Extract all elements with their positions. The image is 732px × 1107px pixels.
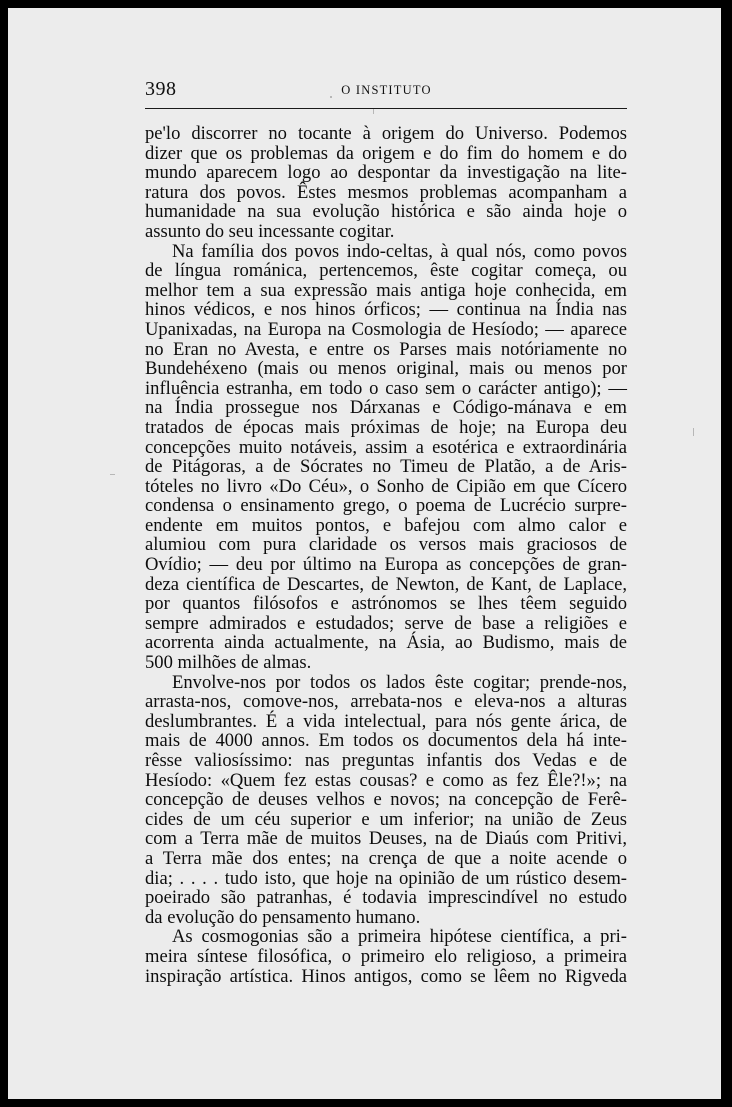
text-line: inspiração artística. Hinos antigos, como se lêem no Rigveda [145, 965, 627, 987]
text-line: sempre admirados e estudados; serve de base a religiões e [145, 612, 627, 634]
text-line: concepção de deuses velhos e novos; na concepção de Ferê- [145, 789, 627, 811]
text-line: deslumbrantes. É a vida intelectual, para nós gente árica, de [145, 710, 627, 732]
text-line: melhor tem a sua expressão mais antiga hoje conhecida, em [145, 279, 627, 301]
text-line: de Pitágoras, a de Sócrates no Timeu de Platão, a de Aris- [145, 456, 627, 478]
paragraph-1 [145, 124, 627, 242]
scan-speck [110, 474, 115, 475]
text-line: a Terra mãe dos entes; na crença de que a noite acende o [145, 847, 627, 869]
running-title: O INSTITUTO [341, 83, 432, 97]
text-line: Envolve-nos por todos os lados êste cogitar; prende-nos, [172, 671, 627, 693]
body-text [145, 124, 627, 986]
text-line: endente em muitos pontos, e bafejou com almo calor e [145, 514, 627, 536]
text-line: mais de 4000 annos. Em todos os documentos dela há inte- [145, 730, 627, 752]
text-line: As cosmogonias são a primeira hipótese científica, a pri- [172, 926, 627, 948]
text-line: assunto do seu incessante cogitar. [145, 220, 395, 242]
text-line: dizer que os problemas da origem e do fim do homem e do [145, 142, 627, 164]
paragraph-3 [145, 673, 627, 928]
text-line: 500 milhões de almas. [145, 652, 312, 674]
text-line: rêsse valiosíssimo: nas preguntas infantis dos Vedas e de [145, 750, 627, 771]
text-line: hinos védicos, e nos hinos órficos; — continua na Índia nas [145, 299, 627, 321]
text-line: ratura dos povos. Êstes mesmos problemas acompanham a [145, 181, 627, 203]
text-line: dia; . . . . tudo isto, que hoje na opinião de um rústico desem- [145, 867, 627, 889]
text-line: tratados de épocas mais próximas de hoje; na Europa deu [145, 416, 627, 438]
text-line: humanidade na sua evolução histórica e são ainda hoje o [145, 201, 627, 223]
text-line: mundo aparecem logo ao despontar da investigação na lite- [145, 162, 627, 184]
text-line: no Eran no Avesta, e entre os Parses mais notóriamente no [145, 338, 627, 360]
text-line: Ovídio; — deu por último na Europa as concepções de gran- [145, 554, 627, 576]
scan-speck [693, 428, 694, 436]
page-number: 398 [145, 78, 177, 100]
page-header [145, 80, 628, 104]
text-line: influência estranha, em todo o caso sem o carácter antigo); — [145, 377, 627, 399]
text-line: por quantos filósofos e astrónomos se lhes têem seguido [145, 593, 627, 615]
text-line: cides de um céu superior e um inferior; na união de Zeus [145, 808, 627, 830]
text-line: Hesíodo: «Quem fez estas cousas? e como as fez Êle?!»; na [145, 769, 627, 791]
paragraph-2 [145, 242, 627, 673]
text-line: concepções muito notáveis, assim a esotérica e extraordinária [145, 436, 627, 458]
text-line: condensa o ensinamento grego, o poema de Lucrécio surpre- [145, 495, 627, 517]
text-line: na Índia prossegue nos Dárxanas e Código-mánava e em [145, 397, 627, 419]
text-line: arrasta-nos, comove-nos, arrebata-nos e eleva-nos a alturas [145, 691, 627, 713]
text-line: Bundehéxeno (mais ou menos original, mais ou menos por [145, 358, 627, 380]
text-line: meira síntese filosófica, o primeiro elo religioso, a primeira [145, 945, 627, 967]
text-line: com a Terra mãe de muitos Deuses, na de Diaús com Pritivi, [145, 828, 627, 850]
text-line: de língua románica, pertencemos, êste cogitar começa, ou [145, 260, 627, 282]
text-line: poeirado são patranhas, é todavia imprescindível no estudo [145, 887, 627, 909]
text-line: pe'lo discorrer no tocante à origem do Universo. Podemos [145, 123, 627, 144]
text-line: Na família dos povos indo-celtas, à qual nós, como povos [172, 240, 627, 262]
text-line: alumiou com pura claridade os versos mais graciosos de [145, 534, 627, 556]
text-line: deza científica de Descartes, de Newton, de Kant, de Laplace, [145, 573, 627, 595]
text-line: Upanixadas, na Europa na Cosmologia de Hesíodo; — aparece [145, 318, 627, 340]
header-rule [145, 108, 627, 109]
text-line: da evolução do pensamento humano. [145, 906, 421, 928]
text-line: acorrenta ainda actualmente, na Ásia, ao Budismo, mais de [145, 632, 627, 654]
text-line: tóteles no livro «Do Céu», o Sonho de Cipião em que Cícero [145, 475, 627, 497]
paragraph-4 [145, 927, 627, 986]
